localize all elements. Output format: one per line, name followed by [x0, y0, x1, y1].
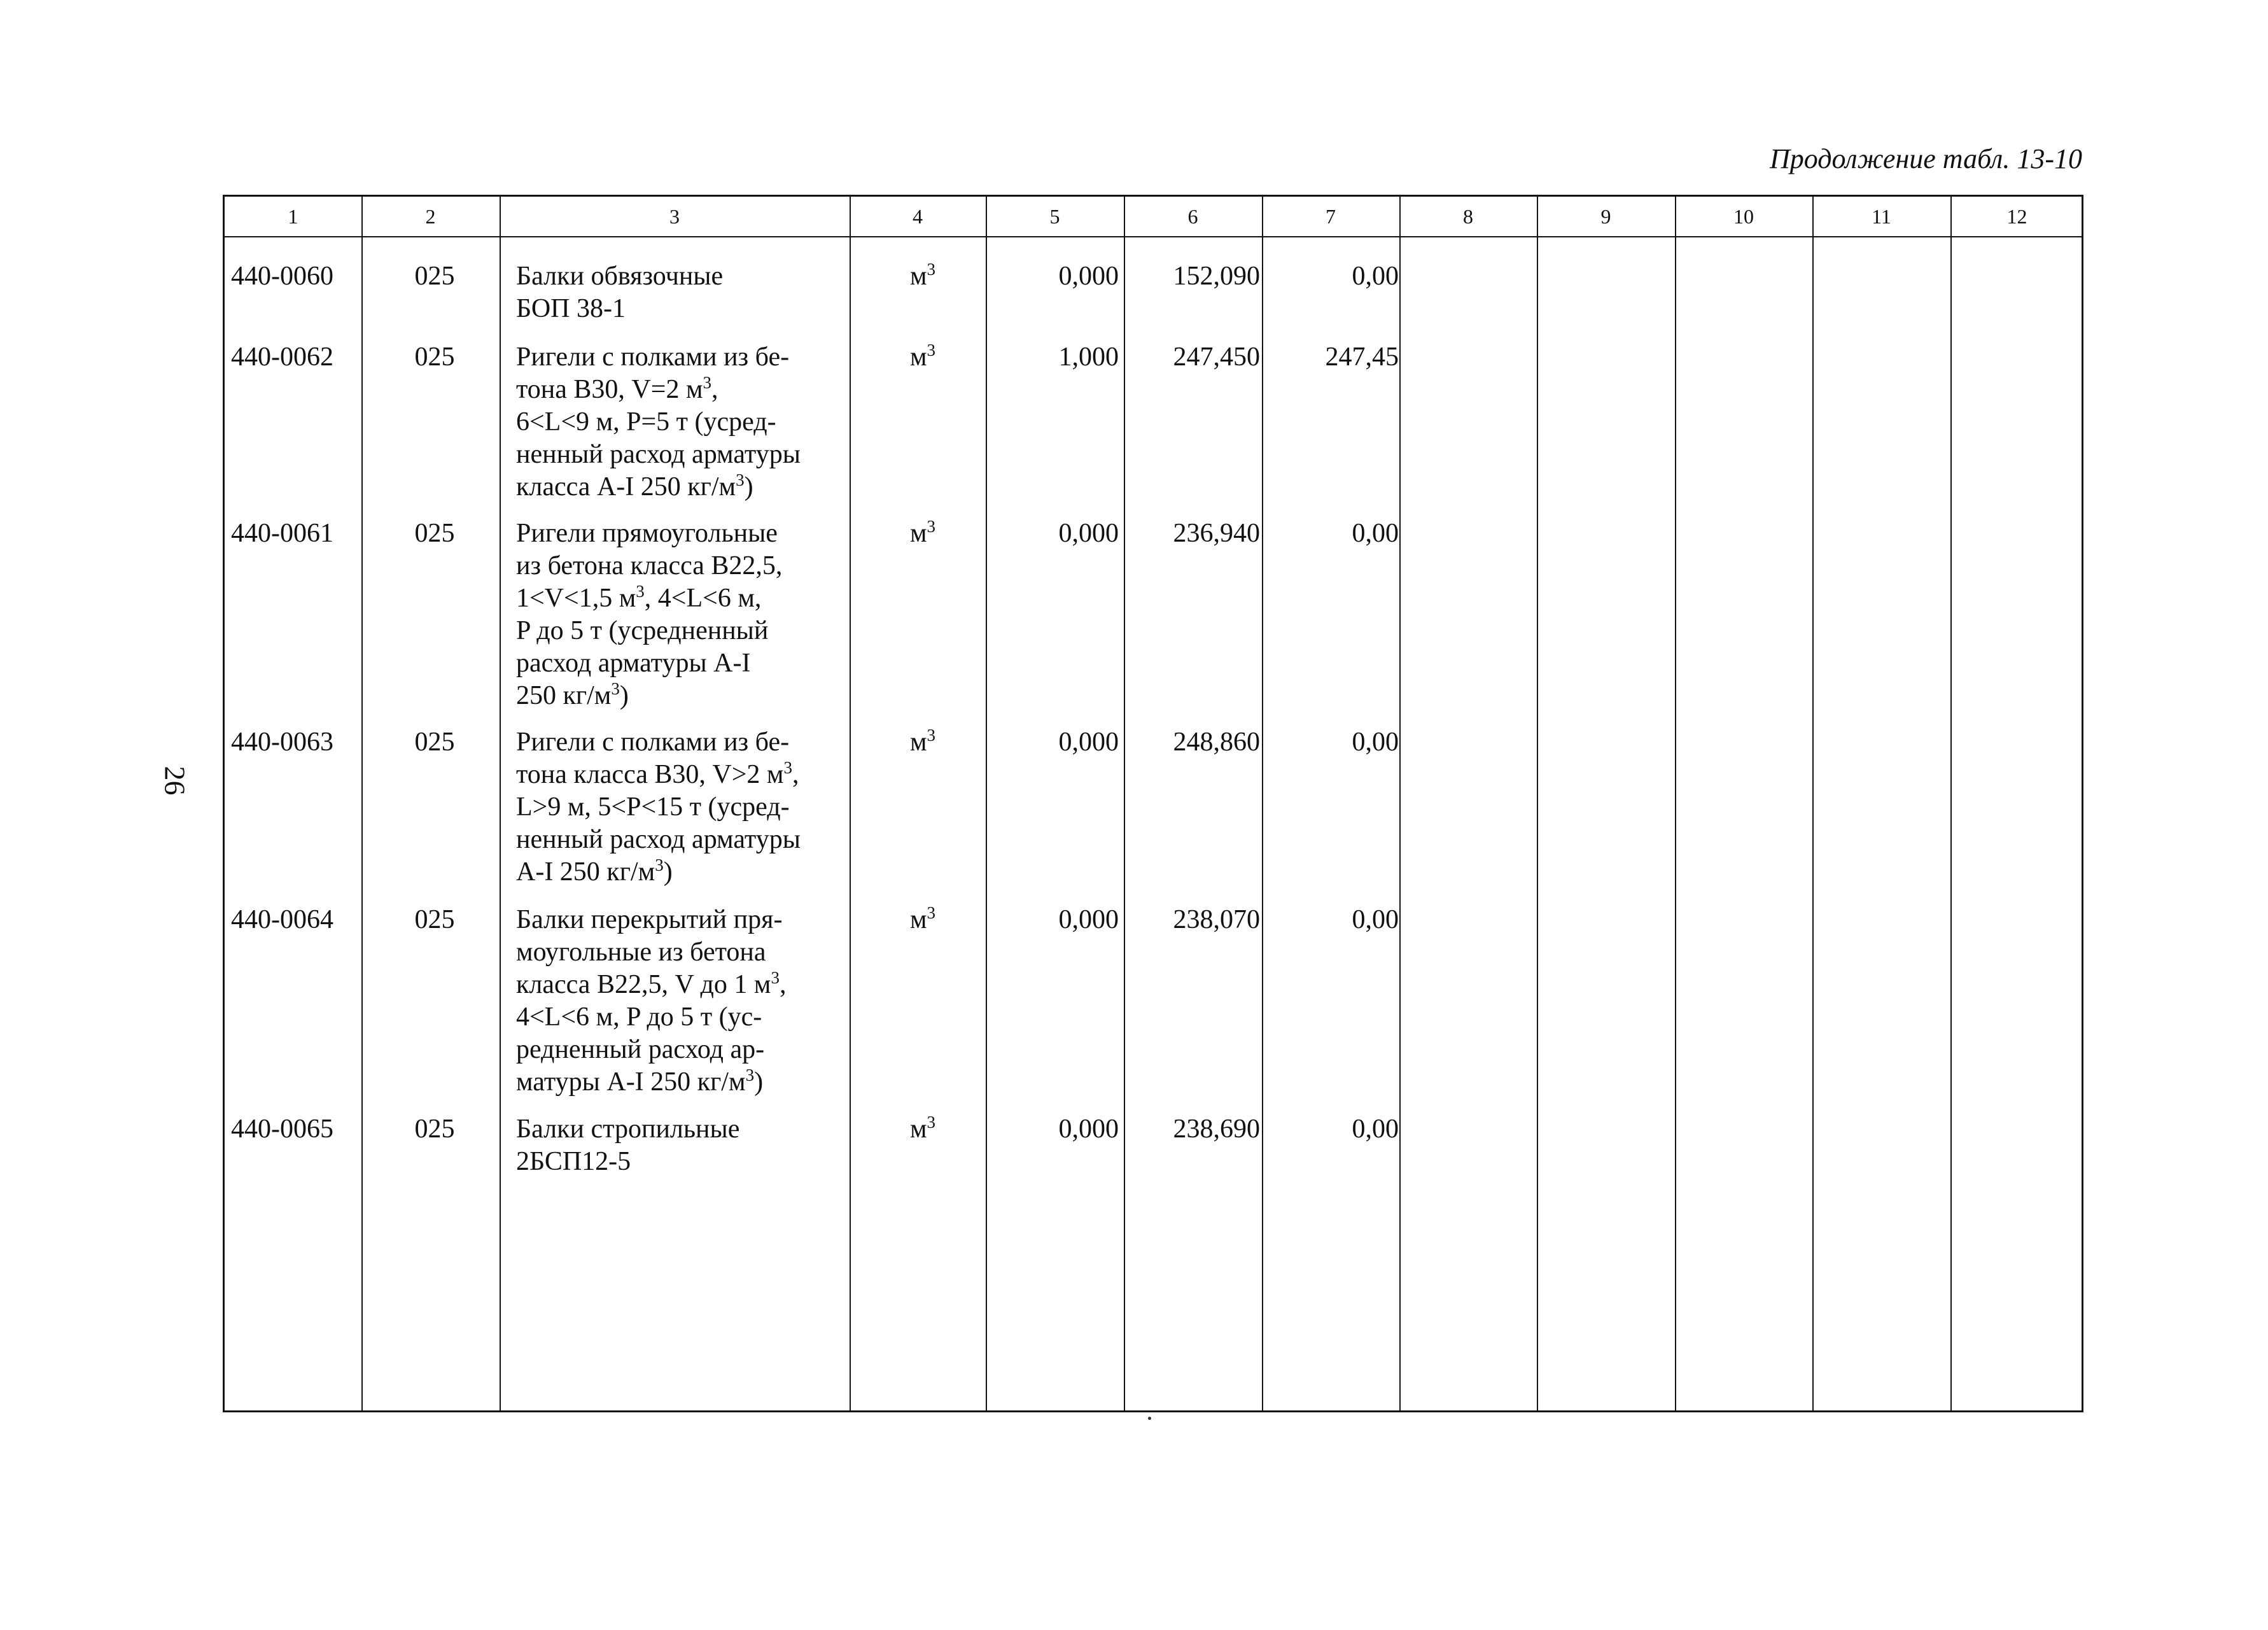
- column-divider: [1950, 197, 1952, 1410]
- item-number: 025: [414, 905, 455, 934]
- value-col-7: 0,00: [1352, 519, 1399, 548]
- description-line: 250 $кг/м^3$): [516, 679, 629, 710]
- column-header-7: 7: [1326, 204, 1336, 228]
- column-divider: [1537, 197, 1538, 1410]
- description-line: L>9 м, 5<P<15 т (усред-: [516, 792, 790, 822]
- item-number: 025: [414, 342, 455, 372]
- value-col-5: 0,000: [1058, 905, 1119, 934]
- description-line: расход арматуры А-I: [516, 649, 751, 678]
- description-line: редненный расход ар-: [516, 1035, 765, 1064]
- value-col-7: 0,00: [1352, 905, 1399, 934]
- column-divider: [361, 197, 363, 1410]
- value-col-5: 0,000: [1058, 262, 1119, 291]
- value-col-7: 0,00: [1352, 262, 1399, 291]
- data-table: [223, 195, 2083, 1412]
- item-code: 440-0061: [231, 519, 333, 548]
- item-description: [516, 904, 853, 1099]
- column-divider: [1399, 197, 1401, 1410]
- description-line: Ригели прямоугольные: [516, 519, 778, 548]
- item-unit: $м^3$: [909, 1113, 936, 1144]
- header-divider: [225, 236, 2082, 237]
- value-col-5: 0,000: [1058, 1114, 1119, 1144]
- column-header-11: 11: [1872, 204, 1891, 228]
- column-divider: [1675, 197, 1676, 1410]
- value-col-6: 236,940: [1173, 519, 1260, 548]
- description-line: БОП 38-1: [516, 294, 626, 323]
- value-col-7: 0,00: [1352, 727, 1399, 757]
- item-code: 440-0060: [231, 262, 333, 291]
- value-col-6: 152,090: [1173, 262, 1260, 291]
- description-line: P до 5 т (усредненный: [516, 616, 769, 645]
- item-code: 440-0062: [231, 342, 333, 372]
- description-line: 2БСП12-5: [516, 1147, 631, 1176]
- column-header-8: 8: [1463, 204, 1473, 228]
- value-col-6: 248,860: [1173, 727, 1260, 757]
- value-col-5: 0,000: [1058, 727, 1119, 757]
- item-number: 025: [414, 519, 455, 548]
- description-line: тона класса В30, V>2 $м^3$,: [516, 758, 799, 789]
- description-line: А-I 250 $кг/м^3$): [516, 855, 673, 887]
- item-unit: $м^3$: [909, 517, 936, 548]
- column-divider: [1124, 197, 1125, 1410]
- item-description: [516, 517, 853, 712]
- item-code: 440-0063: [231, 727, 333, 757]
- item-unit: $м^3$: [909, 341, 936, 372]
- item-unit: $м^3$: [909, 726, 936, 757]
- description-line: класса А-I 250 $кг/м^3$): [516, 470, 753, 502]
- column-header-6: 6: [1187, 204, 1198, 228]
- column-divider: [500, 197, 501, 1410]
- column-header-5: 5: [1049, 204, 1060, 228]
- column-divider: [1262, 197, 1263, 1410]
- description-line: Ригели с полками из бе-: [516, 727, 790, 757]
- item-number: 025: [414, 1114, 455, 1144]
- table-continuation-caption: Продолжение табл. 13-10: [1770, 143, 2082, 174]
- column-header-4: 4: [913, 204, 923, 228]
- description-line: из бетона класса В22,5,: [516, 551, 783, 580]
- description-line: класса В22,5, V до 1 $м^3$,: [516, 968, 787, 999]
- item-unit: $м^3$: [909, 260, 936, 291]
- description-line: Балки обвязочные: [516, 262, 724, 291]
- column-header-10: 10: [1733, 204, 1754, 228]
- description-line: ненный расход арматуры: [516, 825, 801, 854]
- column-divider: [986, 197, 987, 1410]
- column-header-9: 9: [1600, 204, 1611, 228]
- page-number: 26: [158, 766, 192, 796]
- column-header-2: 2: [425, 204, 436, 228]
- item-description: [516, 726, 853, 889]
- description-line: ненный расход арматуры: [516, 440, 801, 469]
- item-description: [516, 1113, 853, 1178]
- item-description: [516, 260, 853, 325]
- value-col-7: 247,45: [1325, 342, 1399, 372]
- description-line: матуры А-I 250 $кг/м^3$): [516, 1065, 764, 1097]
- scan-speck: [1148, 1417, 1151, 1420]
- item-code: 440-0065: [231, 1114, 333, 1144]
- description-line: 6<L<9 м, P=5 т (усред-: [516, 407, 776, 437]
- item-code: 440-0064: [231, 905, 333, 934]
- column-divider: [1812, 197, 1814, 1410]
- description-line: Ригели с полками из бе-: [516, 342, 790, 372]
- value-col-6: 238,070: [1173, 905, 1260, 934]
- description-line: тона В30, V=2 $м^3$,: [516, 373, 718, 404]
- value-col-6: 238,690: [1173, 1114, 1260, 1144]
- description-line: Балки перекрытий пря-: [516, 905, 783, 934]
- description-line: 1<V<1,5 $м^3$, 4<L<6 м,: [516, 582, 762, 613]
- item-number: 025: [414, 262, 455, 291]
- value-col-5: 0,000: [1058, 519, 1119, 548]
- description-line: моугольные из бетона: [516, 938, 766, 967]
- item-unit: $м^3$: [909, 903, 936, 934]
- description-line: Балки стропильные: [516, 1114, 740, 1144]
- description-line: 4<L<6 м, P до 5 т (ус-: [516, 1002, 762, 1032]
- item-description: [516, 341, 853, 503]
- value-col-7: 0,00: [1352, 1114, 1399, 1144]
- column-header-1: 1: [288, 204, 298, 228]
- value-col-6: 247,450: [1173, 342, 1260, 372]
- value-col-5: 1,000: [1058, 342, 1119, 372]
- column-header-12: 12: [2006, 204, 2027, 228]
- item-number: 025: [414, 727, 455, 757]
- column-header-3: 3: [669, 204, 680, 228]
